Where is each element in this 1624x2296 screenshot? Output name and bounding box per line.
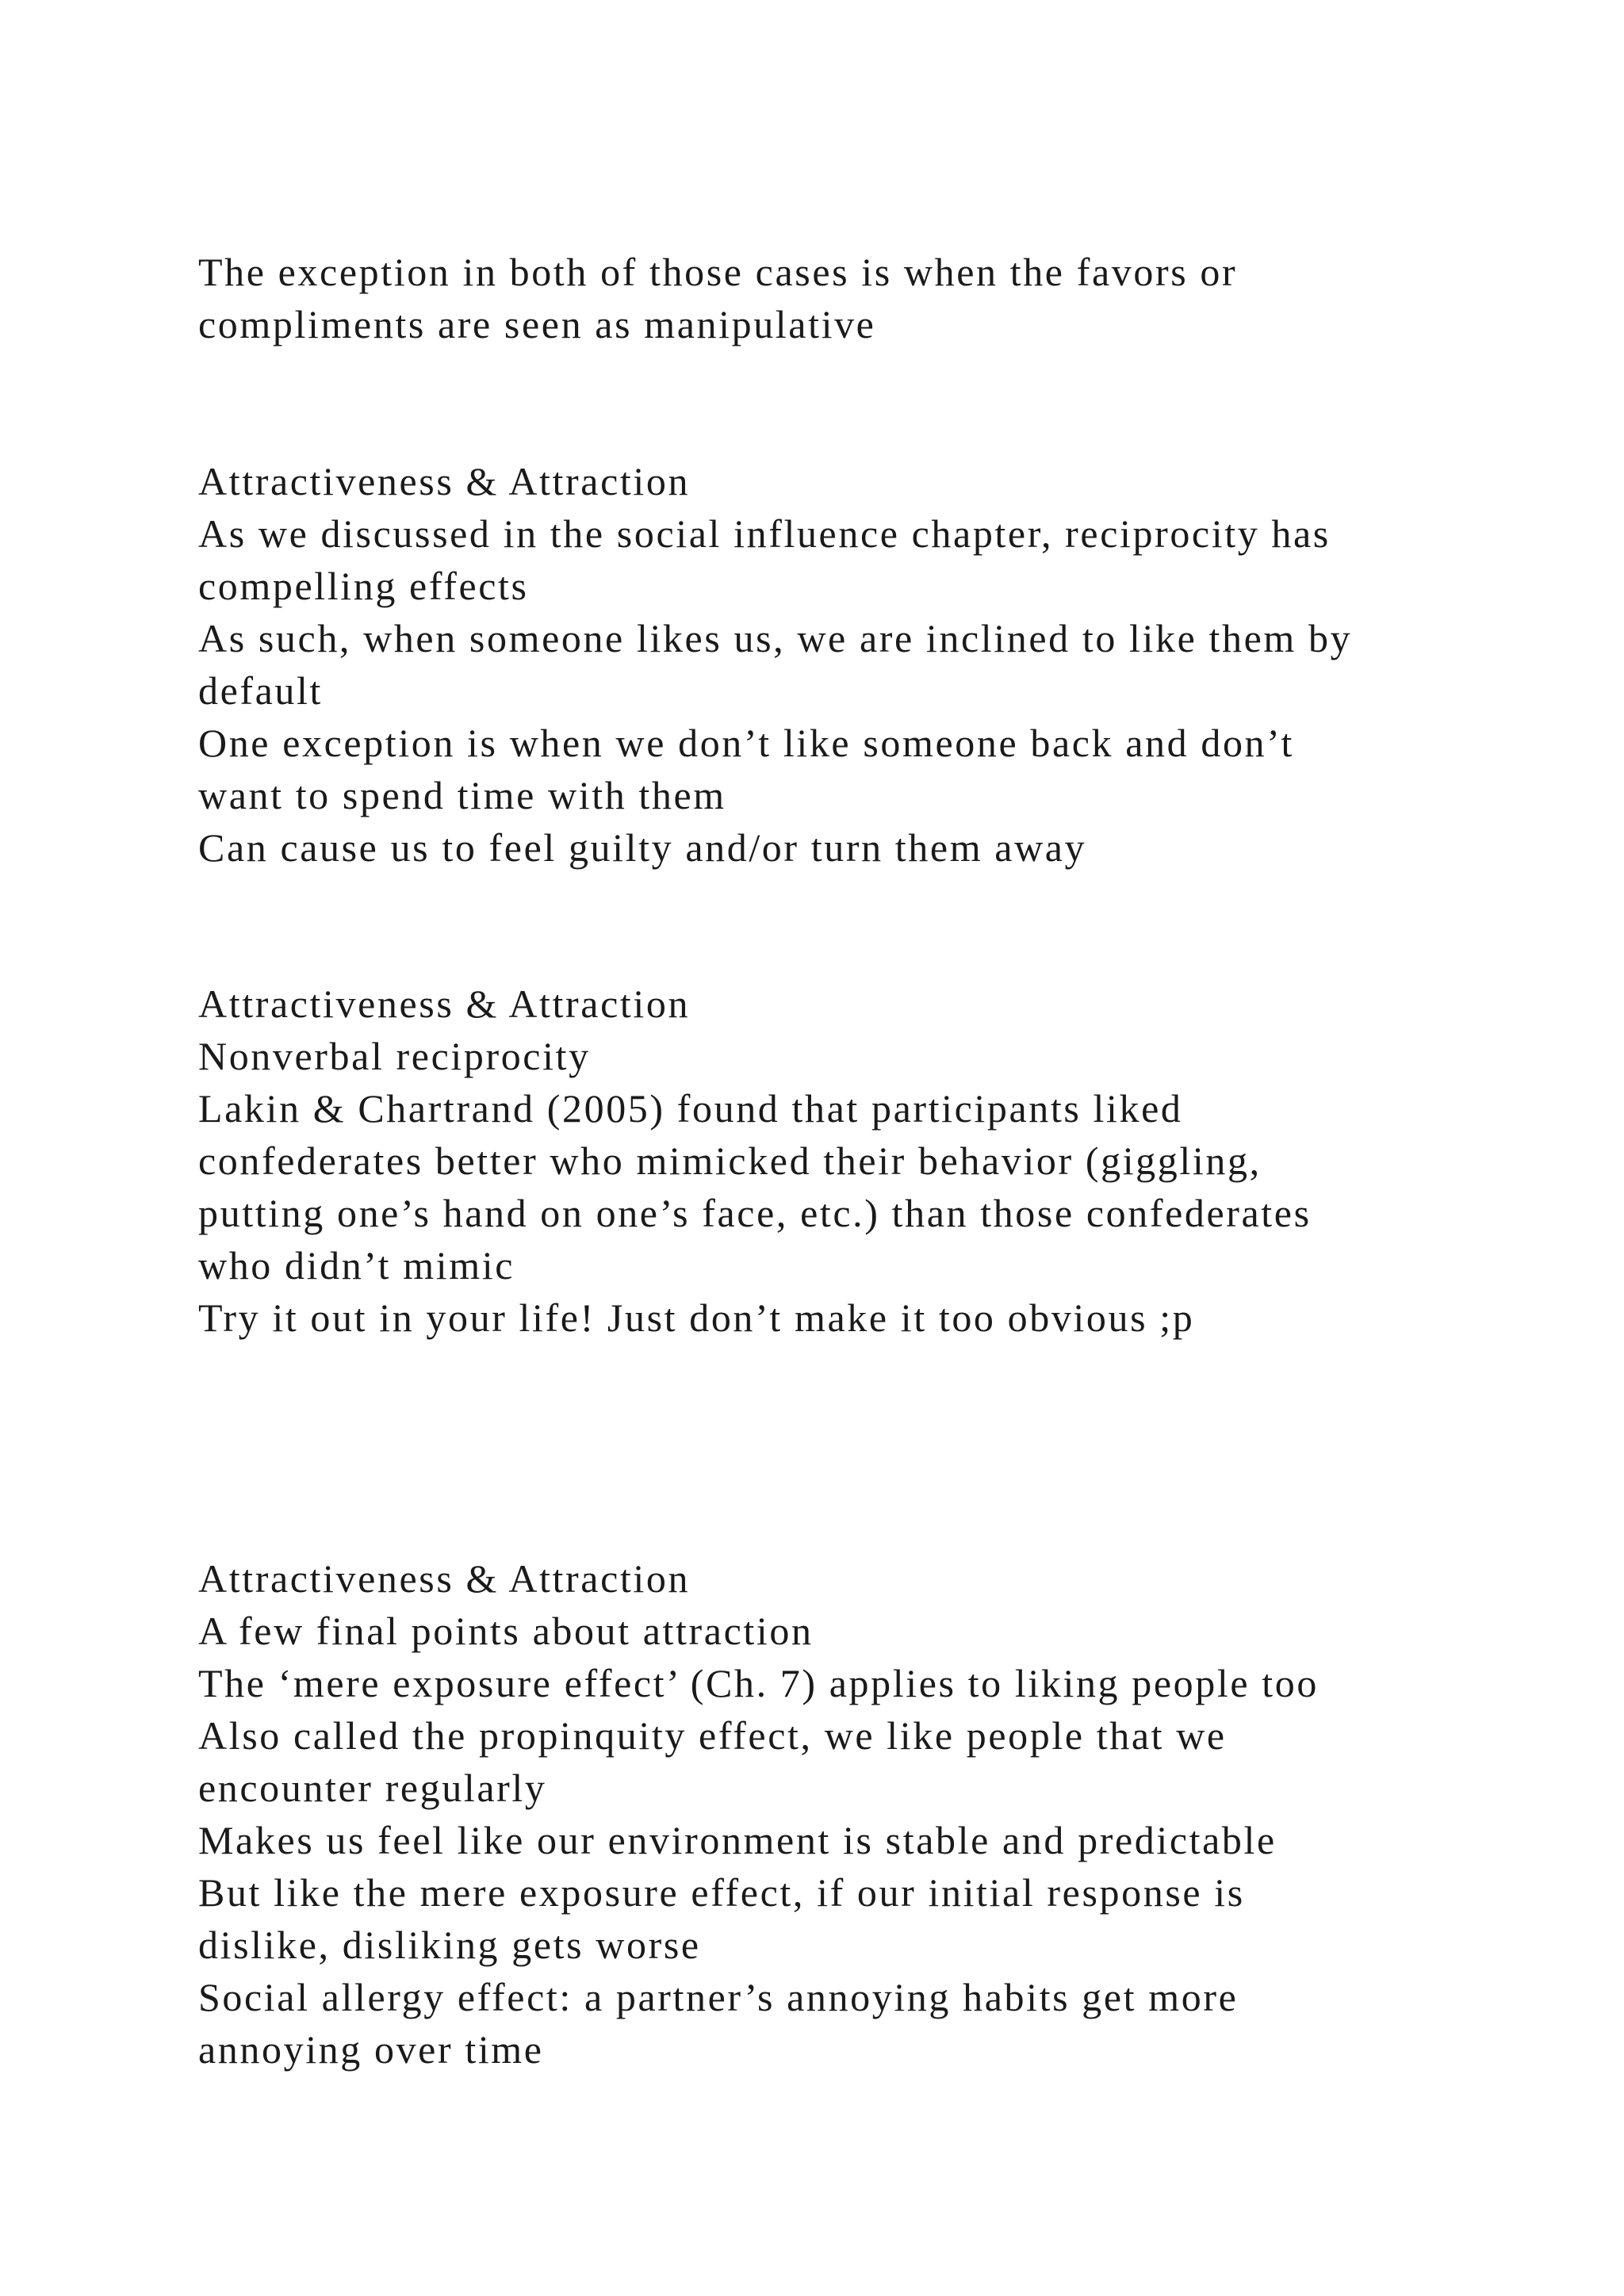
- section-heading: Attractiveness & Attraction: [198, 982, 691, 1026]
- section-heading: Attractiveness & Attraction: [198, 1556, 691, 1601]
- text-line: confederates better who mimicked their behavior (giggling,: [198, 1138, 1262, 1183]
- text-line: Nonverbal reciprocity: [198, 1034, 591, 1078]
- text-line: As such, when someone likes us, we are inclined to like them by: [198, 616, 1353, 660]
- text-line: Social allergy effect: a partner’s annoying habits get more: [198, 1975, 1239, 2019]
- text-line: putting one’s hand on one’s face, etc.) than those confederates: [198, 1191, 1312, 1235]
- text-block-final-points: [198, 1552, 1546, 2076]
- text-line: Try it out in your life! Just don’t make it too obvious ;p: [198, 1295, 1195, 1340]
- text-line: The ‘mere exposure effect’ (Ch. 7) applies to liking people too: [198, 1661, 1319, 1705]
- text-line: annoying over time: [198, 2027, 544, 2072]
- text-block-nonverbal-reciprocity: [198, 978, 1546, 1344]
- text-line: compliments are seen as manipulative: [198, 302, 876, 346]
- text-line: compelling effects: [198, 564, 529, 608]
- section-heading: Attractiveness & Attraction: [198, 459, 691, 503]
- text-line: The exception in both of those cases is when the favors or: [198, 250, 1238, 294]
- text-line: who didn’t mimic: [198, 1243, 515, 1288]
- text-line: default: [198, 668, 324, 713]
- text-line: Can cause us to feel guilty and/or turn them away: [198, 825, 1087, 870]
- text-line: Makes us feel like our environment is stable and predictable: [198, 1818, 1277, 1862]
- text-line: A few final points about attraction: [198, 1609, 814, 1653]
- text-line: Lakin & Chartrand (2005) found that participants liked: [198, 1086, 1183, 1131]
- text-line: want to spend time with them: [198, 773, 726, 817]
- text-line: dislike, disliking gets worse: [198, 1923, 701, 1967]
- text-line: But like the mere exposure effect, if our initial response is: [198, 1870, 1245, 1915]
- text-block-exception-note: [198, 246, 1546, 350]
- text-line: Also called the propinquity effect, we like people that we: [198, 1713, 1227, 1758]
- text-block-reciprocity: [198, 455, 1546, 874]
- text-line: encounter regularly: [198, 1766, 547, 1810]
- text-line: As we discussed in the social influence chapter, reciprocity has: [198, 511, 1331, 556]
- text-line: One exception is when we don’t like someone back and don’t: [198, 721, 1294, 765]
